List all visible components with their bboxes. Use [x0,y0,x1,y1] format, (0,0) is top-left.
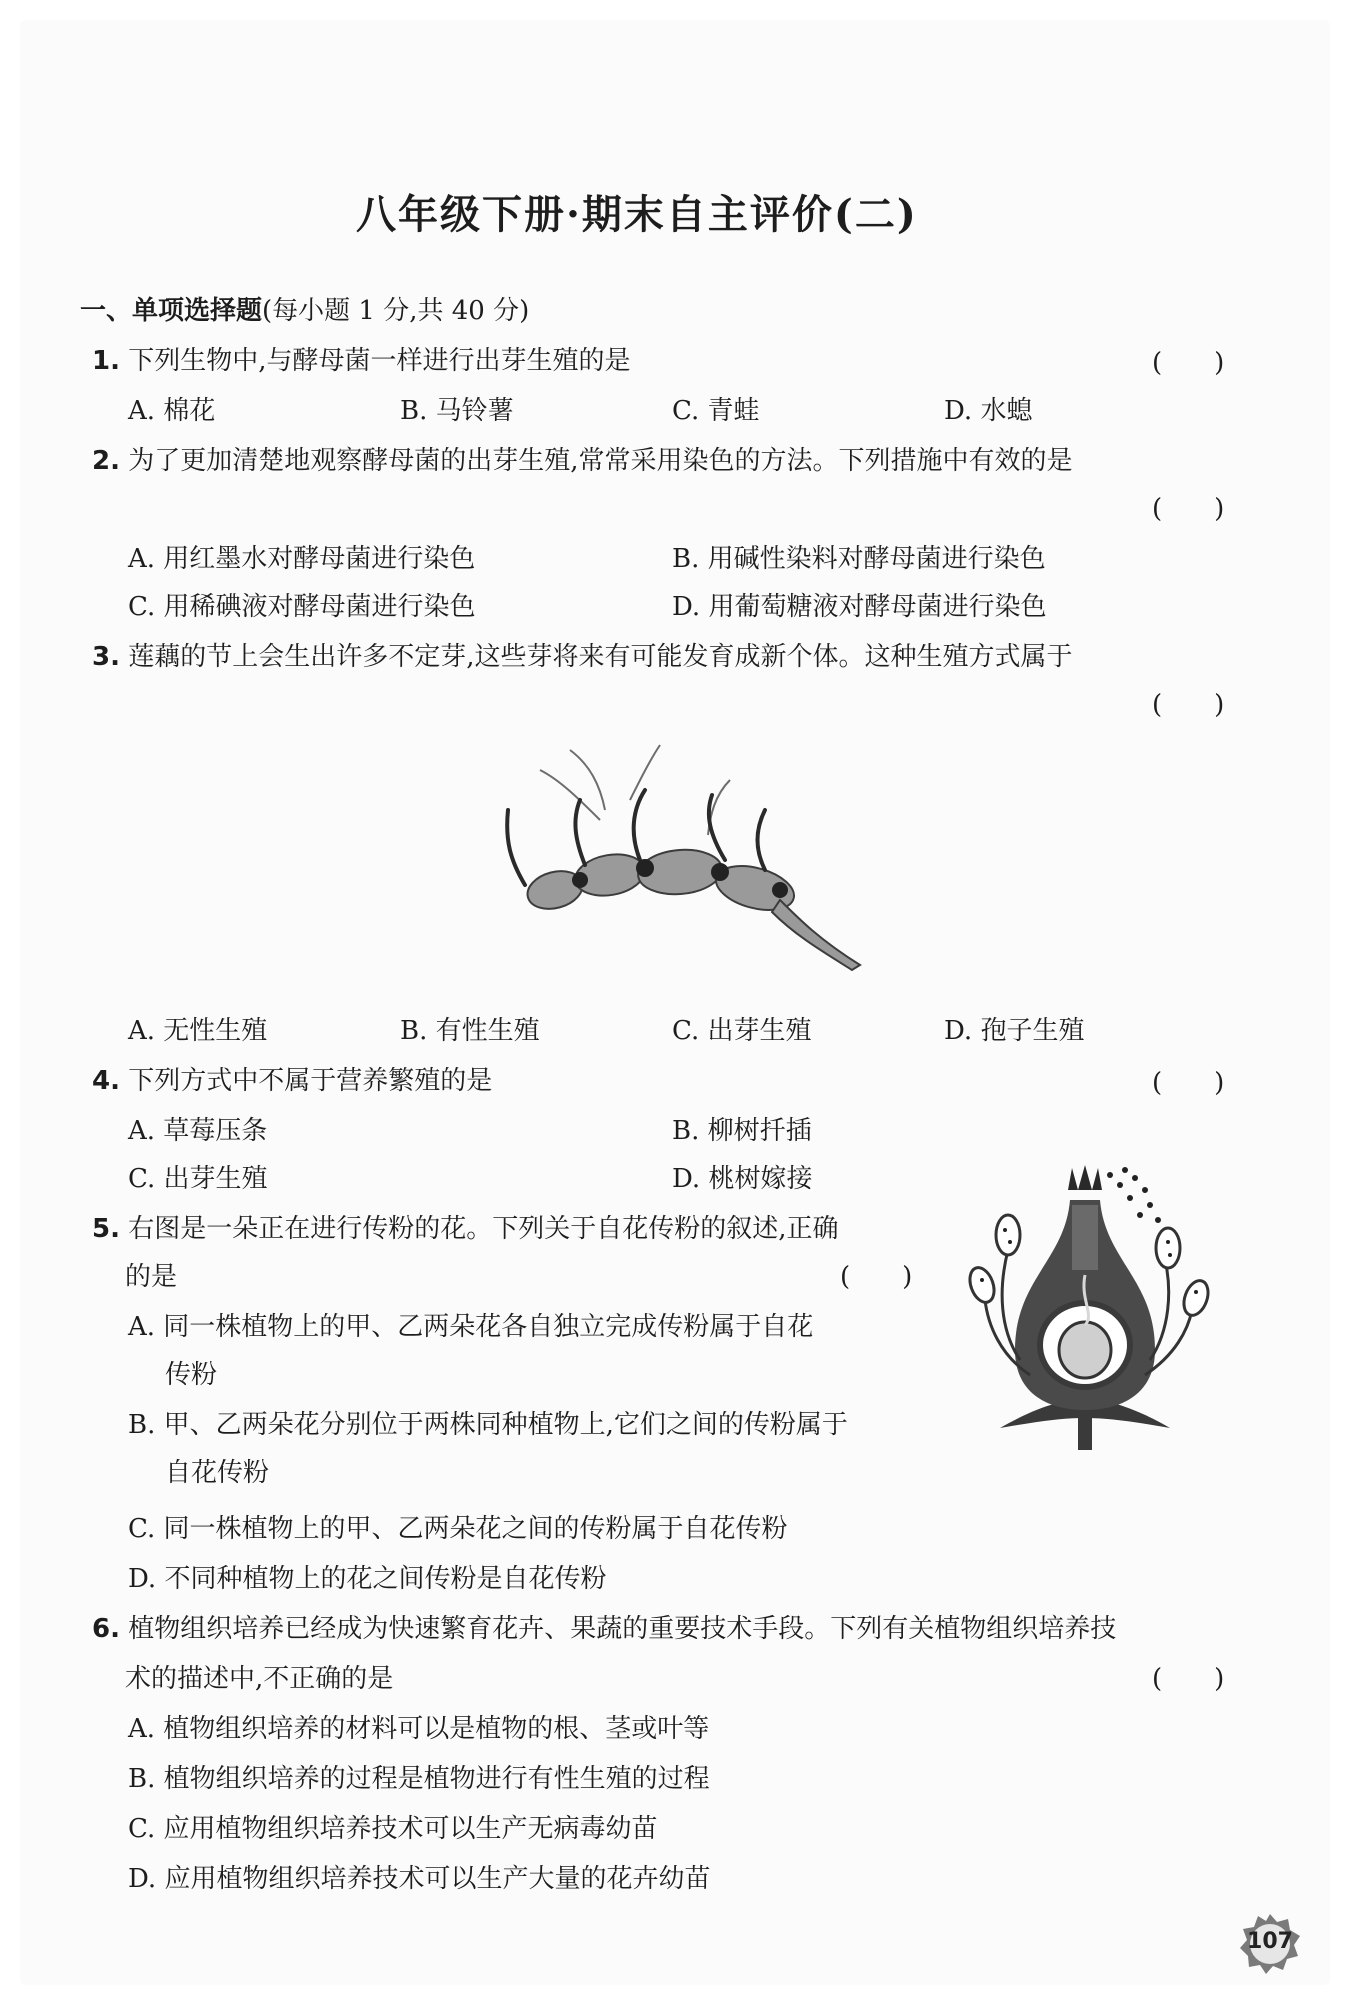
answer-paren[interactable]: ( ) [1152,690,1225,720]
question-text-cont: 术的描述中,不正确的是 [125,1664,394,1694]
question-text: 植物组织培养已经成为快速繁育花卉、果蔬的重要技术手段。下列有关植物组织培养技 [128,1614,1117,1644]
option-a[interactable]: A. 植物组织培养的材料可以是植物的根、茎或叶等 [128,1714,710,1744]
question-number: 3. [92,642,120,672]
option-b-cont: 自花传粉 [165,1458,270,1488]
option-d[interactable]: D. 孢子生殖 [944,1016,1085,1046]
section-note: (每小题 1 分,共 40 分) [262,296,530,326]
page-number-badge [1238,1912,1302,1976]
option-a[interactable]: A. 草莓压条 [128,1116,268,1146]
option-b[interactable]: B. 马铃薯 [400,396,514,426]
question-4 [92,1060,492,1097]
option-a-cont: 传粉 [165,1360,218,1390]
option-c[interactable]: C. 出芽生殖 [672,1016,812,1046]
page-title: 八年级下册·期末自主评价(二) [356,191,918,238]
answer-paren[interactable]: ( ) [1152,1664,1225,1694]
lotus-root-image [480,740,880,980]
option-b[interactable]: B. 有性生殖 [400,1016,540,1046]
question-text-cont: 的是 [125,1262,178,1292]
page-number: 107 [1247,1929,1293,1954]
option-c[interactable]: C. 青蛙 [672,396,760,426]
question-text: 莲藕的节上会生出许多不定芽,这些芽将来有可能发育成新个体。这种生殖方式属于 [128,642,1073,672]
option-b[interactable]: B. 柳树扦插 [672,1116,812,1146]
question-number: 1. [92,346,120,376]
answer-paren[interactable]: ( ) [1152,348,1225,378]
option-a[interactable]: A. 无性生殖 [128,1016,268,1046]
option-d[interactable]: D. 不同种植物上的花之间传粉是自花传粉 [128,1564,607,1594]
option-d[interactable]: D. 用葡萄糖液对酵母菌进行染色 [672,592,1047,622]
section-heading [80,290,529,327]
answer-paren[interactable]: ( ) [1152,1068,1225,1098]
question-text: 右图是一朵正在进行传粉的花。下列关于自花传粉的叙述,正确 [128,1214,839,1244]
option-a[interactable]: A. 棉花 [128,396,216,426]
option-c[interactable]: C. 应用植物组织培养技术可以生产无病毒幼苗 [128,1814,658,1844]
option-c[interactable]: C. 出芽生殖 [128,1164,268,1194]
question-text: 下列方式中不属于营养繁殖的是 [128,1066,493,1096]
question-number: 6. [92,1614,120,1644]
question-number: 5. [92,1214,120,1244]
question-2 [92,440,1073,477]
option-c[interactable]: C. 用稀碘液对酵母菌进行染色 [128,592,476,622]
option-a[interactable]: A. 同一株植物上的甲、乙两朵花各自独立完成传粉属于自花 [128,1312,814,1342]
option-c[interactable]: C. 同一株植物上的甲、乙两朵花之间的传粉属于自花传粉 [128,1514,788,1544]
question-number: 2. [92,446,120,476]
option-b[interactable]: B. 甲、乙两朵花分别位于两株同种植物上,它们之间的传粉属于 [128,1410,848,1440]
question-text: 下列生物中,与酵母菌一样进行出芽生殖的是 [128,346,631,376]
question-3 [92,636,1073,673]
answer-paren[interactable]: ( ) [1152,494,1225,524]
question-text: 为了更加清楚地观察酵母菌的出芽生殖,常常采用染色的方法。下列措施中有效的是 [128,446,1073,476]
question-6 [92,1608,1116,1645]
option-b[interactable]: B. 植物组织培养的过程是植物进行有性生殖的过程 [128,1764,710,1794]
question-5 [92,1208,839,1245]
option-d[interactable]: D. 水螅 [944,396,1033,426]
section-label: 一、单项选择题 [80,296,263,326]
option-b[interactable]: B. 用碱性染料对酵母菌进行染色 [672,544,1046,574]
answer-paren[interactable]: ( ) [840,1262,913,1292]
option-a[interactable]: A. 用红墨水对酵母菌进行染色 [128,544,476,574]
question-number: 4. [92,1066,120,1096]
option-d[interactable]: D. 应用植物组织培养技术可以生产大量的花卉幼苗 [128,1864,711,1894]
flower-pollination-image [960,1160,1230,1460]
option-d[interactable]: D. 桃树嫁接 [672,1164,813,1194]
question-1 [92,340,631,377]
